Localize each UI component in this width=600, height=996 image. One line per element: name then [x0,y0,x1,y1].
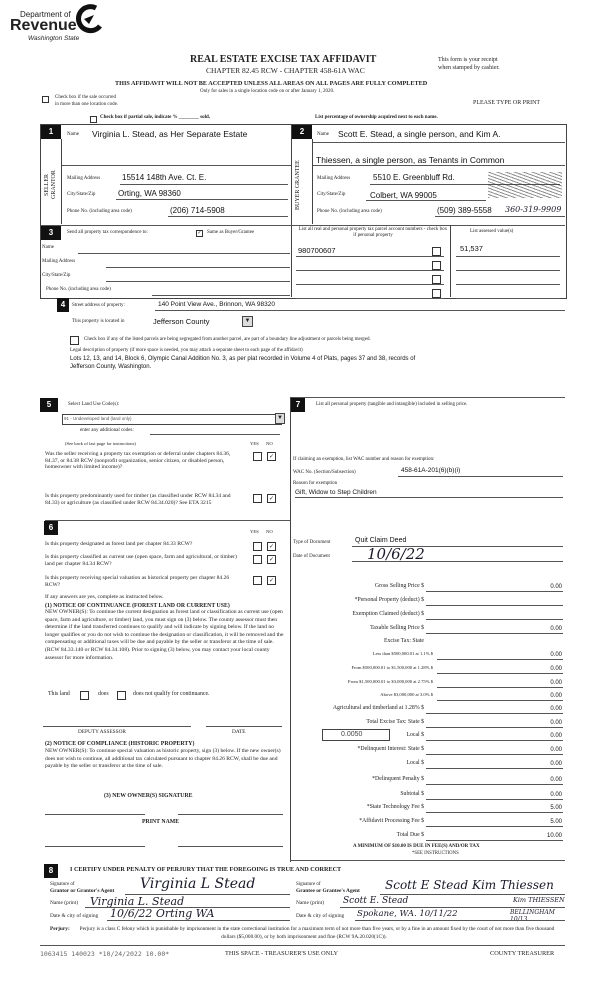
corr-address-label: Mailing Address [42,259,76,264]
new-owner-signature-line-1[interactable] [45,814,145,815]
assessor-date-line[interactable] [206,726,282,727]
redaction-scribble [488,172,562,198]
fee-label: *State Technology Fee $ [366,804,424,810]
reason-line [295,497,563,498]
seller-address-field[interactable]: 15514 148th Ave. Ct. E. [122,173,207,182]
grantee-sig-label-2: Grantee or Grantee's Agent [296,888,360,894]
fee-label: From $1,500,000.01 to $3,000,000 at 2.75% $ [348,679,433,684]
additional-codes-label: enter any additional codes: [80,428,134,433]
column-divider [290,397,291,862]
exemption-intro: If claiming an exemption, list WAC number and reason for exemption: [293,457,435,462]
notice-1-title: (1) NOTICE OF CONTINUANCE (FOREST LAND OR CURRENT USE) [45,603,230,609]
grantee-name-line [340,907,565,908]
land-use-dropdown-icon[interactable]: ▼ [275,413,285,424]
print-name-line-2[interactable] [178,846,283,847]
fee-line [437,659,563,660]
corr-city-field[interactable] [106,281,290,282]
doc-date-field[interactable]: 10/6/22 [367,545,425,563]
parcel-number-line [296,298,444,299]
parcel-number-line [296,284,444,285]
fee-line [426,740,563,741]
grantor-name-field[interactable]: Virginia L. Stead [90,895,185,908]
does-qualify-checkbox[interactable] [80,691,89,700]
buyer-name-label: Name [317,132,329,137]
question-text: Is this property designated as forest land per chapter 84.33 RCW? [45,541,193,547]
no-checkbox[interactable]: ✓ [268,577,275,584]
logo-text-top: Department of [20,10,71,19]
buyer-city-line [366,200,486,201]
local-rate-field[interactable] [322,729,390,741]
personal-property-label: List all personal property (tangible and intangible) included in selling price. [316,402,468,407]
grantor-sig-label-1: Signature of [50,882,75,887]
yes-header-6: YES [250,529,259,534]
no-header-6: NO [266,529,273,534]
grantee-date-line [355,920,565,921]
section-7-bottom [290,860,565,861]
doc-type-label: Type of Document [293,540,331,545]
multi-location-checkbox[interactable] [42,96,49,103]
perjury-text: Perjury is a class C felony which is punishable by imprisonment in the state correctional institution for a maximum term of not more than five years, or by a fine in an amount fixed by the court of not more than five thousand dollars ($5,000.00), or by both imprisonment and fine (RCW 9A.20.020(1C)). [79,926,555,940]
fee-line [426,713,563,714]
notice-2-title: (2) NOTICE OF COMPLIANCE (HISTORIC PROPERTY) [45,741,195,747]
seller-phone-line [168,216,288,217]
seller-side-divider [61,139,62,224]
seller-address-line [120,184,288,185]
receipt-stamp: 1063415 140023 *10/24/2022 10.00* [40,950,170,958]
buyer-phone-field[interactable]: (509) 389-5558 [437,206,492,215]
section-6-top [45,520,290,521]
no-checkbox[interactable]: ✓ [268,556,275,563]
fee-value[interactable]: 0.00 [550,792,562,798]
seller-name-label: Name [67,132,79,137]
fee-label: Above $3,000,000 at 3.0% $ [380,692,433,697]
assessed-value-line [456,256,560,257]
personal-property-checkbox[interactable] [432,247,441,256]
wac-label: WAC No. (Section/Subsection) [293,470,356,475]
grantee-name-field[interactable]: Scott E. Stead [343,896,409,906]
date-label: DATE [232,729,246,735]
new-owner-signature-title: (3) NEW OWNER(S) SIGNATURE [104,793,193,799]
corr-phone-field[interactable] [152,295,290,296]
no-checkbox[interactable]: ✓ [268,543,275,550]
grantee-name-field-2[interactable]: Kim THIESSEN [513,896,565,904]
deputy-assessor-label: DEPUTY ASSESSOR [78,729,126,735]
notice-2-text: NEW OWNER(S): To continue special valuation as historic property, sign (3) below. If the new owner(s) does not wish to continue, all additional tax calculated pursuant to chapter 84.26 RCW, shall be due and payable by the seller or transferor at the time of sale. [45,748,281,770]
fee-value[interactable]: 0.00 [550,761,562,767]
fee-label: *Affidavit Processing Fee $ [359,818,424,824]
county-treasurer-label: COUNTY TREASURER [490,950,555,957]
grantee-date-field[interactable]: Spokane, WA. 10/11/22 [357,909,458,919]
form-chapters: CHAPTER 82.45 RCW - CHAPTER 458-61A WAC [206,66,365,75]
multi-location-label-2: in more than one location code. [55,102,119,107]
new-owner-signature-line-2[interactable] [178,814,283,815]
same-as-buyer-label: Same as Buyer/Grantee [207,230,255,235]
assessed-divider [450,225,451,297]
land-use-select[interactable] [62,414,282,425]
buyer-address-label: Mailing Address [317,176,351,181]
segregated-checkbox[interactable] [70,336,79,345]
street-address-label: Street address of property: [72,303,125,308]
parcel-number-field[interactable]: 980700607 [298,246,336,255]
does-not-qualify-checkbox[interactable] [117,691,126,700]
fee-line [426,840,563,841]
assessed-value-line [456,284,560,285]
parcel-number-line [296,270,444,271]
fee-line [437,687,563,688]
fee-label: Taxable Selling Price $ [370,625,424,631]
receipt-note-2: when stamped by cashier. [438,65,500,71]
fee-label: Excise Tax: State [383,638,424,644]
land-use-label: Select Land Use Code(s): [68,402,120,407]
parties-divider [291,124,292,297]
buyer-side-label: BUYER GRANTEE [295,160,301,210]
fee-label: Local $ [406,760,424,766]
buyer-phone-label: Phone No. (including area code) [317,209,382,214]
yes-checkbox[interactable] [253,576,262,585]
wac-field[interactable]: 458-61A-201(6)(b)(i) [401,467,461,474]
print-name-line-1[interactable] [45,846,145,847]
corr-name-label: Name [42,245,54,250]
partial-sale-label: Check box if partial sale, indicate % ________ sold. [100,115,211,120]
fee-value[interactable]: 0.00 [550,584,562,590]
seller-city-field[interactable]: Orting, WA 98360 [118,189,181,198]
doc-type-field[interactable]: Quit Claim Deed [355,537,407,544]
fee-line [426,784,563,785]
same-as-buyer-checkbox[interactable]: ✓ [197,230,202,236]
legal-description-line-1[interactable]: Lots 12, 13, and 14, Block 6, Olympic Canal Addition No. 3, as per plat recorded in Volume 4 of Plats, pages 37 and 38, records of [70,356,416,362]
fee-line [426,605,563,606]
no-header-5: NO [266,441,273,446]
grantee-name-label: Name (print) [296,900,324,906]
fee-line [426,633,563,634]
fee-value[interactable]: 0.00 [550,680,562,686]
seller-phone-field[interactable]: (206) 714-5908 [170,206,225,215]
fee-value[interactable]: 5.00 [550,805,562,811]
reason-label: Reason for exemption [293,481,338,486]
fee-label: *Delinquent Penalty $ [372,776,424,782]
fee-label: Exemption Claimed (deduct) $ [352,611,424,617]
only-for-note: Only for sales in a single location code on or after January 1, 2020. [200,89,335,94]
buyer-side-divider [312,139,313,224]
section-3-number: 3 [41,226,61,240]
seller-city-line [116,199,288,200]
fee-value[interactable]: 5.00 [550,819,562,825]
buyer-name-field-2[interactable]: Thiessen, a single person, as Tenants in Common [316,155,505,165]
partial-sale-checkbox[interactable] [90,116,97,123]
fee-label: Total Due $ [396,832,424,838]
grantor-signature[interactable]: Virginia L Stead [140,876,256,892]
does-label: does [98,691,109,697]
seller-phone-label: Phone No. (including area code) [67,209,132,214]
fee-value[interactable]: 0.00 [550,706,562,712]
county-dropdown-icon[interactable]: ▼ [242,316,253,327]
grantor-name-label: Name (print) [50,900,78,906]
parcel-number-line [296,256,444,257]
section-4-number: 4 [57,298,69,312]
section-7-top [290,397,565,398]
corr-address-field[interactable] [106,267,290,268]
see-back-note: (See back of last page for instructions) [65,441,136,446]
parcel-header: List all real and personal property tax parcel account numbers - check box if personal property [298,227,448,238]
grantor-date-label: Date & city of signing [50,913,99,919]
grantor-date-line [107,920,290,921]
fee-line [437,673,563,674]
seller-address-label: Mailing Address [67,176,101,181]
buyer-phone-line [435,216,565,217]
doc-date-label: Date of Document [293,554,330,559]
form-title: REAL ESTATE EXCISE TAX AFFIDAVIT [190,54,377,65]
please-type-note: PLEASE TYPE OR PRINT [473,100,541,106]
grantee-date-label: Date & city of signing [296,913,345,919]
located-in-label: This property is located in [72,319,125,324]
fee-line [426,768,563,769]
yes-header-5: YES [250,441,259,446]
logo-text-sub: Washington State [28,35,80,42]
assessed-header: List assessed value(s) [470,229,514,234]
fee-line [437,700,563,701]
treasurer-use-label: THIS SPACE - TREASURER'S USE ONLY [225,950,338,957]
fee-line [426,754,563,755]
personal-property-checkbox[interactable] [432,275,441,284]
if-yes-note: If any answers are yes, complete as instructed below. [45,594,164,600]
grantee-signature-line [380,894,565,895]
fee-line [426,727,563,728]
segregated-label: Check box if any of the listed parcels are being segregated from another parcel, are part of a boundary line adjustment or parcels being merged. [84,337,371,342]
fee-line [426,799,563,800]
fee-line [426,812,563,813]
seller-city-label: City/State/Zip [67,192,96,197]
fee-value[interactable]: 10.00 [546,833,562,839]
yes-checkbox[interactable] [253,542,262,551]
legal-description-label: Legal description of property (if more space is needed, you may attach a separate sheet to each page of the affidavit) [70,348,303,353]
question-text: Is this property classified as current use (open space, farm and agricultural, or timber) land per chapter 84.34 RCW? [45,554,237,567]
fee-value[interactable]: 0.00 [550,666,562,672]
section-3-top [40,225,565,226]
revenue-logo-icon [74,4,104,34]
doc-date-line [352,561,563,562]
form-warning: THIS AFFIDAVIT WILL NOT BE ACCEPTED UNLESS ALL AREAS ON ALL PAGES ARE FULLY COMPLETED [115,80,428,87]
does-not-label: does not qualify for continuance. [133,691,210,697]
buyer-address-field[interactable]: 5510 E. Greenbluff Rd. [373,173,455,182]
no-checkbox[interactable]: ✓ [268,453,275,460]
fee-label: *Delinquent Interest: State $ [357,746,424,752]
grantee-sig-label-1: Signature of [296,882,321,887]
section-2-number: 2 [292,125,312,139]
section-1-number: 1 [41,125,61,139]
seller-name-divider [62,165,291,166]
yes-checkbox[interactable] [253,452,262,461]
reason-field[interactable]: Gift, Widow to Step Children [295,489,377,496]
print-name-label: PRINT NAME [142,819,180,825]
legal-description-line-2[interactable]: Jefferson County, Washington. [70,364,152,370]
buyer-phone-handwritten: 360-319-9909 [505,205,562,214]
additional-codes-field[interactable] [150,434,280,435]
assessed-value-line [456,298,560,299]
fee-label: Agricultural and timberland at 1.28% $ [332,705,424,711]
corr-name-field[interactable] [78,253,290,254]
fee-line [426,591,563,592]
buyer-name-field-1[interactable]: Scott E. Stead, a single person, and Kim A. [338,129,501,139]
section-7-number: 7 [291,398,305,412]
street-address-line [155,310,565,311]
logo-text-main: Revenue [10,17,77,34]
buyer-city-label: City/State/Zip [317,192,346,197]
fee-label: *Personal Property (deduct) $ [354,597,424,603]
assessed-value-line [456,270,560,271]
county-select[interactable]: Jefferson County [153,317,210,326]
fee-value[interactable]: 0.00 [550,693,562,699]
grantee-date-field-2[interactable]: BELLINGHAM 10/13 [510,909,555,923]
buyer-city-field[interactable]: Colbert, WA 99005 [370,191,437,200]
form-bottom-line [40,945,565,946]
corr-city-label: City/State/Zip [42,273,71,278]
see-instructions-note: *SEE INSTRUCTIONS [412,851,459,856]
question-text: Is this property receiving special valuation as historical property per chapter 84.26 RCW? [45,575,230,588]
personal-property-checkbox[interactable] [432,261,441,270]
minimum-due-note: A MINIMUM OF $10.00 IS DUE IN FEE(S) AND/OR TAX [353,844,480,849]
deputy-assessor-signature-line[interactable] [43,726,191,727]
assessed-value-field[interactable]: 51,537 [460,244,483,253]
corr-phone-label: Phone No. (including area code) [46,287,111,292]
seller-side-label: SELLER GRANTOR [44,170,57,200]
fee-label: From $500,000.01 to $1,500,000 at 1.28% $ [351,665,433,670]
question-text: Was the seller receiving a property tax exemption or deferral under chapters 84.36, 84.37, or 84.38 RCW (nonprofit organization, senior citizen, or disabled person, homeowner with limited income)? [45,451,231,471]
fee-value[interactable]: 0.00 [550,747,562,753]
section-6-number: 6 [44,521,58,535]
street-address-field[interactable]: 140 Point View Ave., Brinnon, WA 98320 [158,301,275,308]
wac-line [398,476,563,477]
fee-label: Total Excise Tax: State $ [366,719,424,725]
grantee-signature[interactable]: Scott E Stead Kim Thiessen [385,878,554,892]
local-rate-value: 0.0050 [341,731,363,738]
fee-value[interactable]: 0.00 [550,777,562,783]
fee-label: Less than $500,000.01 at 1.1% $ [372,651,433,656]
yes-checkbox[interactable] [253,555,262,564]
fee-line [426,619,563,620]
yes-checkbox[interactable] [253,494,262,503]
grantor-date-field[interactable]: 10/6/22 Orting WA [110,907,215,920]
personal-property-checkbox[interactable] [432,289,441,298]
notice-1-text: NEW OWNER(S): To continue the current designation as forest land or classification as current use (open space, farm and agriculture, or timber) land, you must sign on (3) below. The county assessor must then determine if the land transferred continues to qualify and will indicate by signing below. If the land no longer qualifies or you do not wish to continue the designation or classification, it will be removed and the compensating or additional taxes will be due and payable by the seller or transferor at the time of sale. (RCW 84.33.140 or RCW 84.34.108). Prior to signing (3) below, you may contact your local county assessor for more information. [45,609,284,661]
section-5-number: 5 [40,398,58,412]
buyer-name-line [313,142,565,143]
seller-name-field[interactable]: Virginia L. Stead, as Her Separate Estate [92,129,248,139]
grantor-sig-label-2: Grantor or Grantor's Agent [50,888,115,894]
receipt-note-1: This form is your receipt [438,57,498,63]
send-correspondence-label: Send all property tax correspondence to: [67,230,148,235]
land-use-value: 91 - Undeveloped land (land only) [64,416,132,421]
fee-value[interactable]: 0.00 [550,733,562,739]
perjury-label: Perjury: [50,926,70,932]
fee-label: Subtotal $ [400,791,424,797]
buyer-name-divider [313,165,565,166]
question-text: Is this property predominantly used for timber (as classified under RCW 84.34 and 84.33) or agriculture (as classified under RCW 84.34.020)? See ETA 3215 [45,493,231,506]
ownership-note: List percentage of ownership acquired next to each name. [315,115,438,120]
certify-statement: I CERTIFY UNDER PENALTY OF PERJURY THAT THE FOREGOING IS TRUE AND CORRECT [70,866,342,873]
fee-line [426,826,563,827]
section-8-number: 8 [44,864,58,878]
no-checkbox[interactable]: ✓ [268,495,275,502]
fee-value[interactable]: 0.00 [550,652,562,658]
fee-value[interactable]: 0.00 [550,720,562,726]
this-land-label: This land [48,691,70,697]
fee-label: Gross Selling Price $ [374,583,424,589]
multi-location-label-1: Check box if the sale occurred [55,95,116,100]
fee-value[interactable]: 0.00 [550,626,562,632]
fee-label: Local $ [406,732,424,738]
